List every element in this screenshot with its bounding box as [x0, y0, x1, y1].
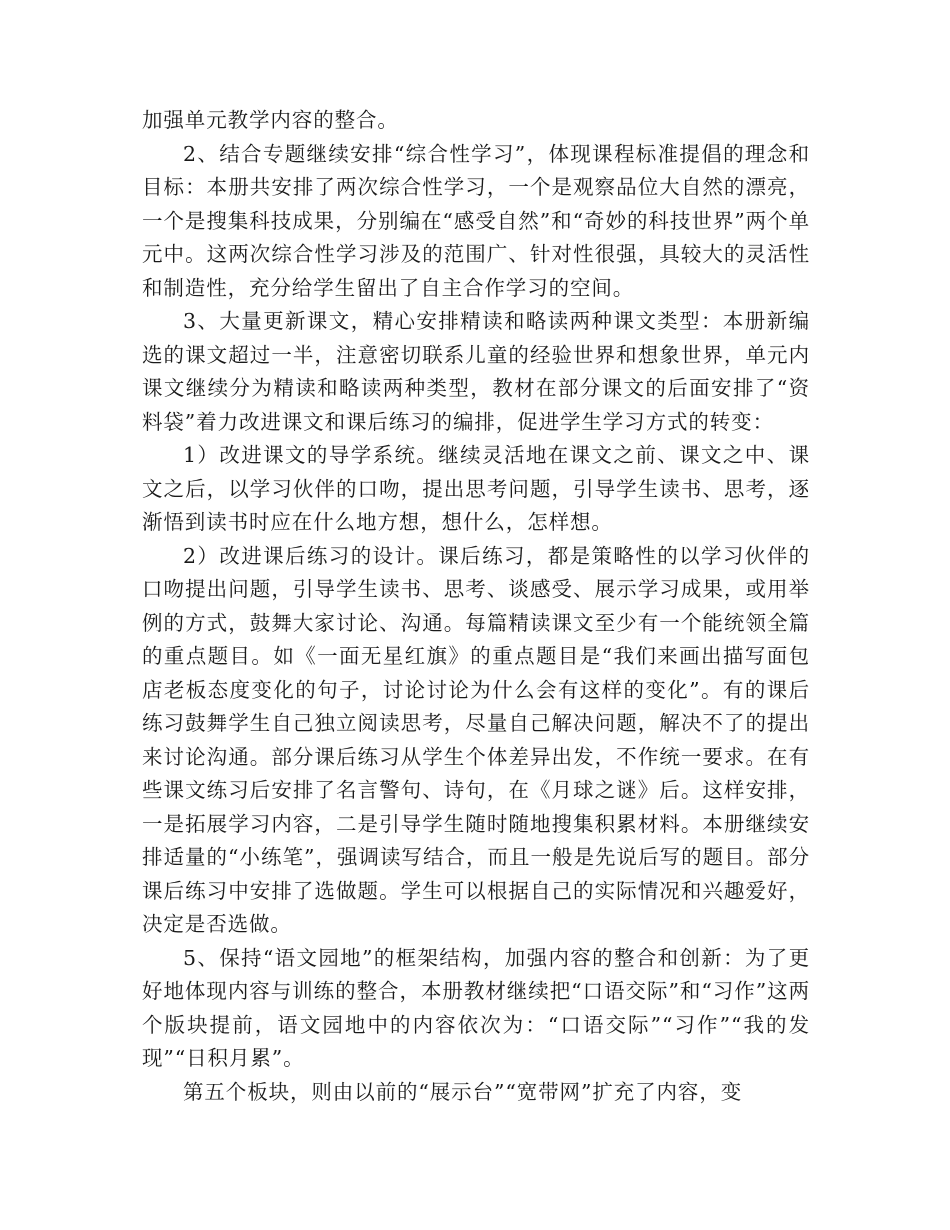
paragraph-comprehensive-learning: 2、结合专题继续安排“综合性学习”，体现课程标准提倡的理念和目标：本册共安排了两次综合性学习，一个是观察品位大自然的漂亮，一个是搜集科技成果，分别编在“感受自然”和“奇妙的科技世界”两个单元中。这两次综合性学习涉及的范围广、针对性很强，具较大的灵活性和制造性，充分给学生留出了自主合作学习的空间。 [142, 141, 810, 300]
paragraph-language-garden: 5、保持“语文园地”的框架结构，加强内容的整合和创新：为了更好地体现内容与训练的整合，本册教材继续把“口语交际”和“习作”这两个版块提前，语文园地中的内容依次为：“口语交际”“习作”“我的发现”“日积月累”。 [142, 945, 810, 1070]
paragraph-fifth-section: 第五个板块，则由以前的“展示台”“宽带网”扩充了内容，变 [183, 1079, 743, 1104]
paragraph-update-texts: 3、大量更新课文，精心安排精读和略读两种课文类型：本册新编选的课文超过一半，注意密切联系儿童的经验世界和想象世界，单元内课文继续分为精读和略读两种类型，教材在部分课文的后面安排了“资料袋”着力改进课文和课后练习的编排，促进学生学习方式的转变： [142, 309, 810, 434]
document-body [142, 104, 810, 1109]
paragraph-exercise-design: 2）改进课后练习的设计。课后练习，都是策略性的以学习伙伴的口吻提出问题，引导学生读书、思考、谈感受、展示学习成果，或用举例的方式，鼓舞大家讨论、沟通。每篇精读课文至少有一个能统领全篇的重点题目。如《一面无星红旗》的重点题目是“我们来画出描写面包店老板态度变化的句子，讨论讨论为什么会有这样的变化”。有的课后练习鼓舞学生自己独立阅读思考，尽量自己解决问题，解决不了的提出来讨论沟通。部分课后练习从学生个体差异出发，不作统一要求。在有些课文练习后安排了名言警句、诗句，在《月球之谜》后。这样安排，一是拓展学习内容，二是引导学生随时随地搜集积累材料。本册继续安排适量的“小练笔”，强调读写结合，而且一般是先说后写的题目。部分课后练习中安排了选做题。学生可以根据自己的实际情况和兴趣爱好，决定是否选做。 [142, 543, 810, 936]
paragraph-guided-learning: 1）改进课文的导学系统。继续灵活地在课文之前、课文之中、课文之后，以学习伙伴的口吻，提出思考问题，引导学生读书、思考，逐渐悟到读书时应在什么地方想，想什么，怎样想。 [142, 443, 810, 534]
paragraph-continuation: 加强单元教学内容的整合。 [142, 108, 399, 132]
